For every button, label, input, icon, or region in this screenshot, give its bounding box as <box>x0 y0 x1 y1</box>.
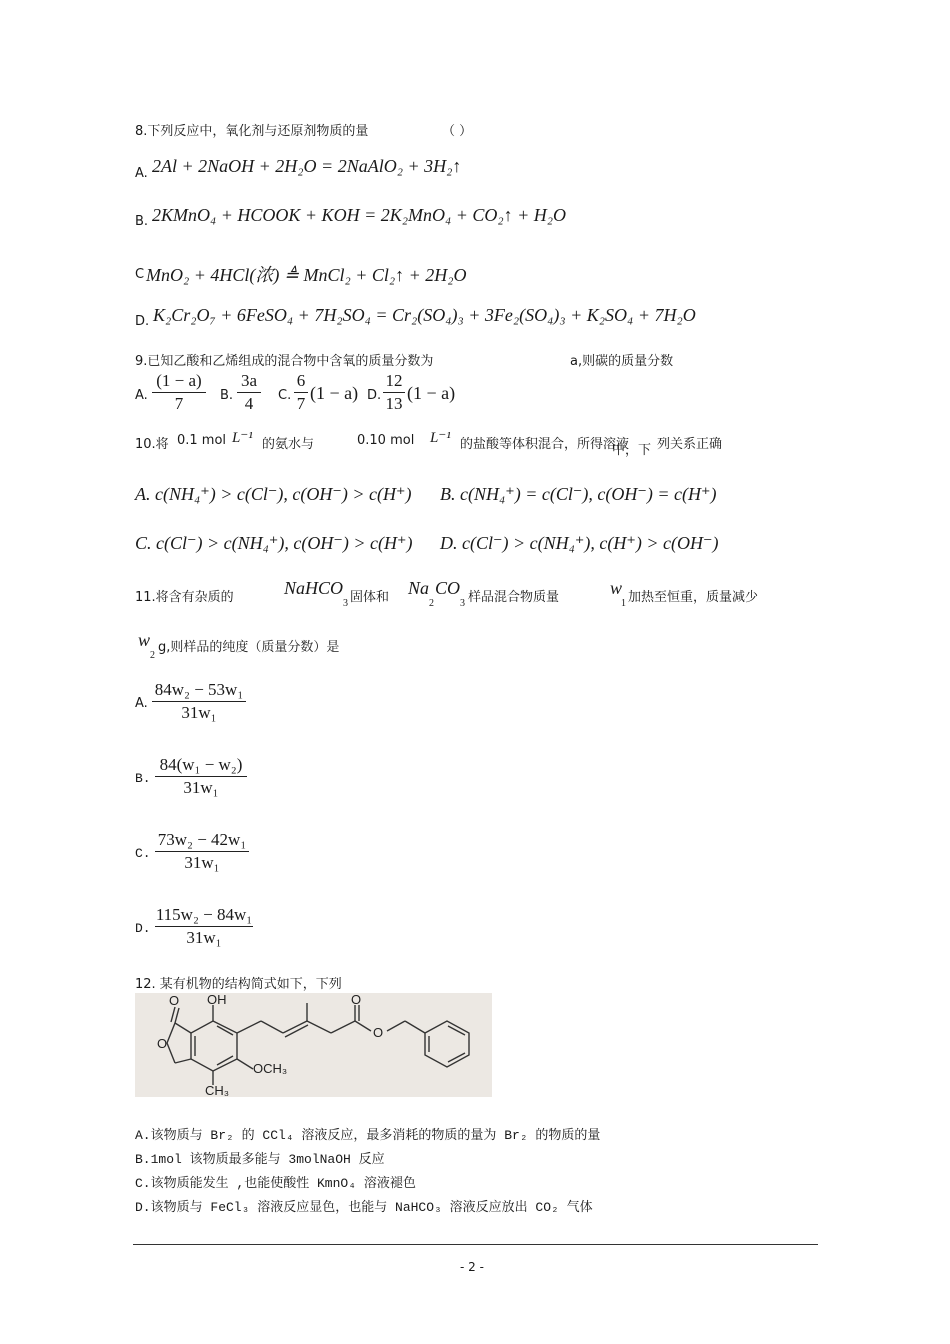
page-number: - 2 - <box>460 1260 484 1274</box>
q12-option-a: A.该物质与 Br₂ 的 CCl₄ 溶液反应，最多消耗的物质的量为 Br₂ 的物质的量 <box>135 1128 601 1143</box>
q11-option-b-label: B. <box>135 771 151 786</box>
q10-option-c: C. c(Cl⁻) > c(NH₄⁺), c(OH⁻) > c(H⁺) <box>135 533 413 553</box>
q9-option-c-fraction <box>294 371 308 414</box>
q11-w2-sub: 2 <box>150 650 155 661</box>
fraction-bar <box>155 776 247 777</box>
q11-w2: w <box>138 630 151 650</box>
label-ring-o: O <box>157 1036 168 1051</box>
label-oh: OH <box>207 993 227 1007</box>
fraction-bar <box>152 392 206 393</box>
q11-option-d-numerator: 115w₂ − 84w₁ <box>155 905 253 924</box>
q10-option-d: D. c(Cl⁻) > c(NH₄⁺), c(H⁺) > c(OH⁻) <box>440 533 719 553</box>
fraction-bar <box>294 392 308 393</box>
fraction-bar <box>155 851 249 852</box>
q9-option-d-denominator: 13 <box>385 394 403 413</box>
q8-option-c-label: C <box>135 267 145 282</box>
q9-stem-tail: a,则碳的质量分数 <box>570 354 674 369</box>
q9-option-a-label: A. <box>135 388 148 403</box>
q11-option-a-fraction <box>152 680 246 723</box>
q10-stem-middle: 的氨水与 <box>262 437 315 452</box>
q11-formula-nahco3: NaHCO <box>284 578 344 598</box>
q9-option-d-tail: (1 − a) <box>407 383 456 403</box>
q11-option-d-fraction <box>155 905 253 948</box>
q9-option-b-label: B. <box>220 388 234 403</box>
q11-stem-and: 固体和 <box>350 590 390 605</box>
q8-option-c-equation: MnO₂ + 4HCl(浓) ≜ MnCl₂ + Cl₂↑ + 2H₂O <box>146 265 467 285</box>
label-carbonyl-o: O <box>169 993 180 1008</box>
molecule-structure <box>135 993 492 1097</box>
q11-formula-na: Na <box>408 578 430 598</box>
q10-unit-1: L⁻¹ <box>232 430 253 446</box>
q8-paren: （ ） <box>442 124 473 139</box>
fraction-bar <box>237 392 261 393</box>
q11-option-b-fraction <box>155 755 247 798</box>
q10-stem-end: 列关系正确 <box>657 437 723 452</box>
q10-option-a: A. c(NH₄⁺) > c(Cl⁻), c(OH⁻) > c(H⁺) <box>135 484 412 504</box>
q9-option-b-numerator: 3a <box>240 371 258 390</box>
q11-w1-sub: 1 <box>621 598 626 609</box>
q10-concentration-1: 0.1 mol <box>177 433 227 448</box>
q9-option-a-fraction <box>152 371 206 414</box>
label-och3: OCH₃ <box>253 1061 288 1076</box>
q11-formula-na-sub: 2 <box>429 598 434 609</box>
q11-option-d-denominator: 31w₁ <box>186 928 222 947</box>
q8-option-a-equation: 2Al + 2NaOH + 2H₂O = 2NaAlO₂ + 3H₂↑ <box>152 156 462 176</box>
q12-option-b: B.1mol 该物质最多能与 3molNaOH 反应 <box>135 1152 385 1167</box>
q11-stem-end: g,则样品的纯度（质量分数）是 <box>158 640 340 655</box>
q8-option-d-equation: K₂Cr₂O₇ + 6FeSO₄ + 7H₂SO₄ = Cr₂(SO₄)₃ + 3Fe₂(SO₄)₃ + K₂SO₄ + 7H₂O <box>153 305 696 325</box>
q9-option-a-numerator: (1 − a) <box>156 371 202 390</box>
q10-unit-2: L⁻¹ <box>430 430 451 446</box>
q10-concentration-2: 0.10 mol <box>357 433 415 448</box>
q10-stem-prefix: 10.将 <box>135 437 169 452</box>
q11-option-a-denominator: 31w₁ <box>181 703 217 722</box>
q9-option-d-numerator: 12 <box>385 371 403 390</box>
q11-formula-co-sub: 3 <box>460 598 465 609</box>
q9-option-c-tail: (1 − a) <box>310 383 359 403</box>
q11-option-c-numerator: 73w₂ − 42w₁ <box>157 830 247 849</box>
q11-option-b-denominator: 31w₁ <box>183 778 219 797</box>
q9-stem: 9.已知乙酸和乙烯组成的混合物中含氧的质量分数为 <box>135 354 434 369</box>
q9-option-d-label: D. <box>367 388 382 403</box>
q9-option-b-fraction <box>237 371 261 414</box>
q11-formula-nahco3-sub: 3 <box>343 598 348 609</box>
q9-option-c-numerator: 6 <box>296 371 306 390</box>
q8-option-b-label: B. <box>135 214 149 229</box>
q9-option-a-denominator: 7 <box>174 394 184 413</box>
q11-stem-prefix: 11.将含有杂质的 <box>135 590 234 605</box>
q11-option-b-numerator: 84(w₁ − w₂) <box>159 755 243 774</box>
fraction-bar <box>383 392 405 393</box>
q8-option-a-label: A. <box>135 166 148 181</box>
q9-option-d-fraction <box>383 371 405 414</box>
label-ch3: CH₃ <box>205 1083 230 1097</box>
q10-option-b: B. c(NH₄⁺) = c(Cl⁻), c(OH⁻) = c(H⁺) <box>440 484 717 504</box>
q11-w1: w <box>610 578 623 598</box>
footer-divider <box>133 1244 818 1245</box>
q11-stem-mass: 样品混合物质量 <box>468 590 560 605</box>
q8-option-d-label: D. <box>135 314 150 329</box>
q11-stem-heat: 加热至恒重，质量减少 <box>628 590 759 605</box>
q12-option-d: D.该物质与 FeCl₃ 溶液反应显色，也能与 NaHCO₃ 溶液反应放出 CO₂ 气体 <box>135 1200 593 1215</box>
q11-option-c-label: C. <box>135 846 151 861</box>
structure-image <box>135 993 492 1097</box>
q12-option-c: C.该物质能发生 ,也能使酸性 KmnO₄ 溶液褪色 <box>135 1176 416 1191</box>
q9-option-c-denominator: 7 <box>296 394 306 413</box>
fraction-bar <box>152 701 246 702</box>
q9-option-c-label: C. <box>278 388 292 403</box>
q11-option-a-numerator: 84w₂ − 53w₁ <box>154 680 244 699</box>
label-ester-o: O <box>373 1025 384 1040</box>
q11-formula-co: CO <box>435 578 461 598</box>
q11-option-a-label: A. <box>135 696 148 711</box>
q10-stem-rest: 的盐酸等体积混合，所得溶液 <box>460 437 630 452</box>
q11-option-c-denominator: 31w₁ <box>184 853 220 872</box>
q10-stem-fragment: 中，下 <box>612 443 652 458</box>
label-ester-carbonyl-o: O <box>351 993 362 1007</box>
q8-option-b-equation: 2KMnO₄ + HCOOK + KOH = 2K₂MnO₄ + CO₂↑ + H₂O <box>152 205 567 225</box>
q9-option-b-denominator: 4 <box>244 394 254 413</box>
q8-stem: 8.下列反应中，氧化剂与还原剂物质的量 <box>135 124 369 139</box>
fraction-bar <box>155 926 253 927</box>
q11-option-d-label: D. <box>135 921 151 936</box>
q11-option-c-fraction <box>155 830 249 873</box>
q12-stem: 12. 某有机物的结构简式如下，下列 <box>135 977 342 992</box>
